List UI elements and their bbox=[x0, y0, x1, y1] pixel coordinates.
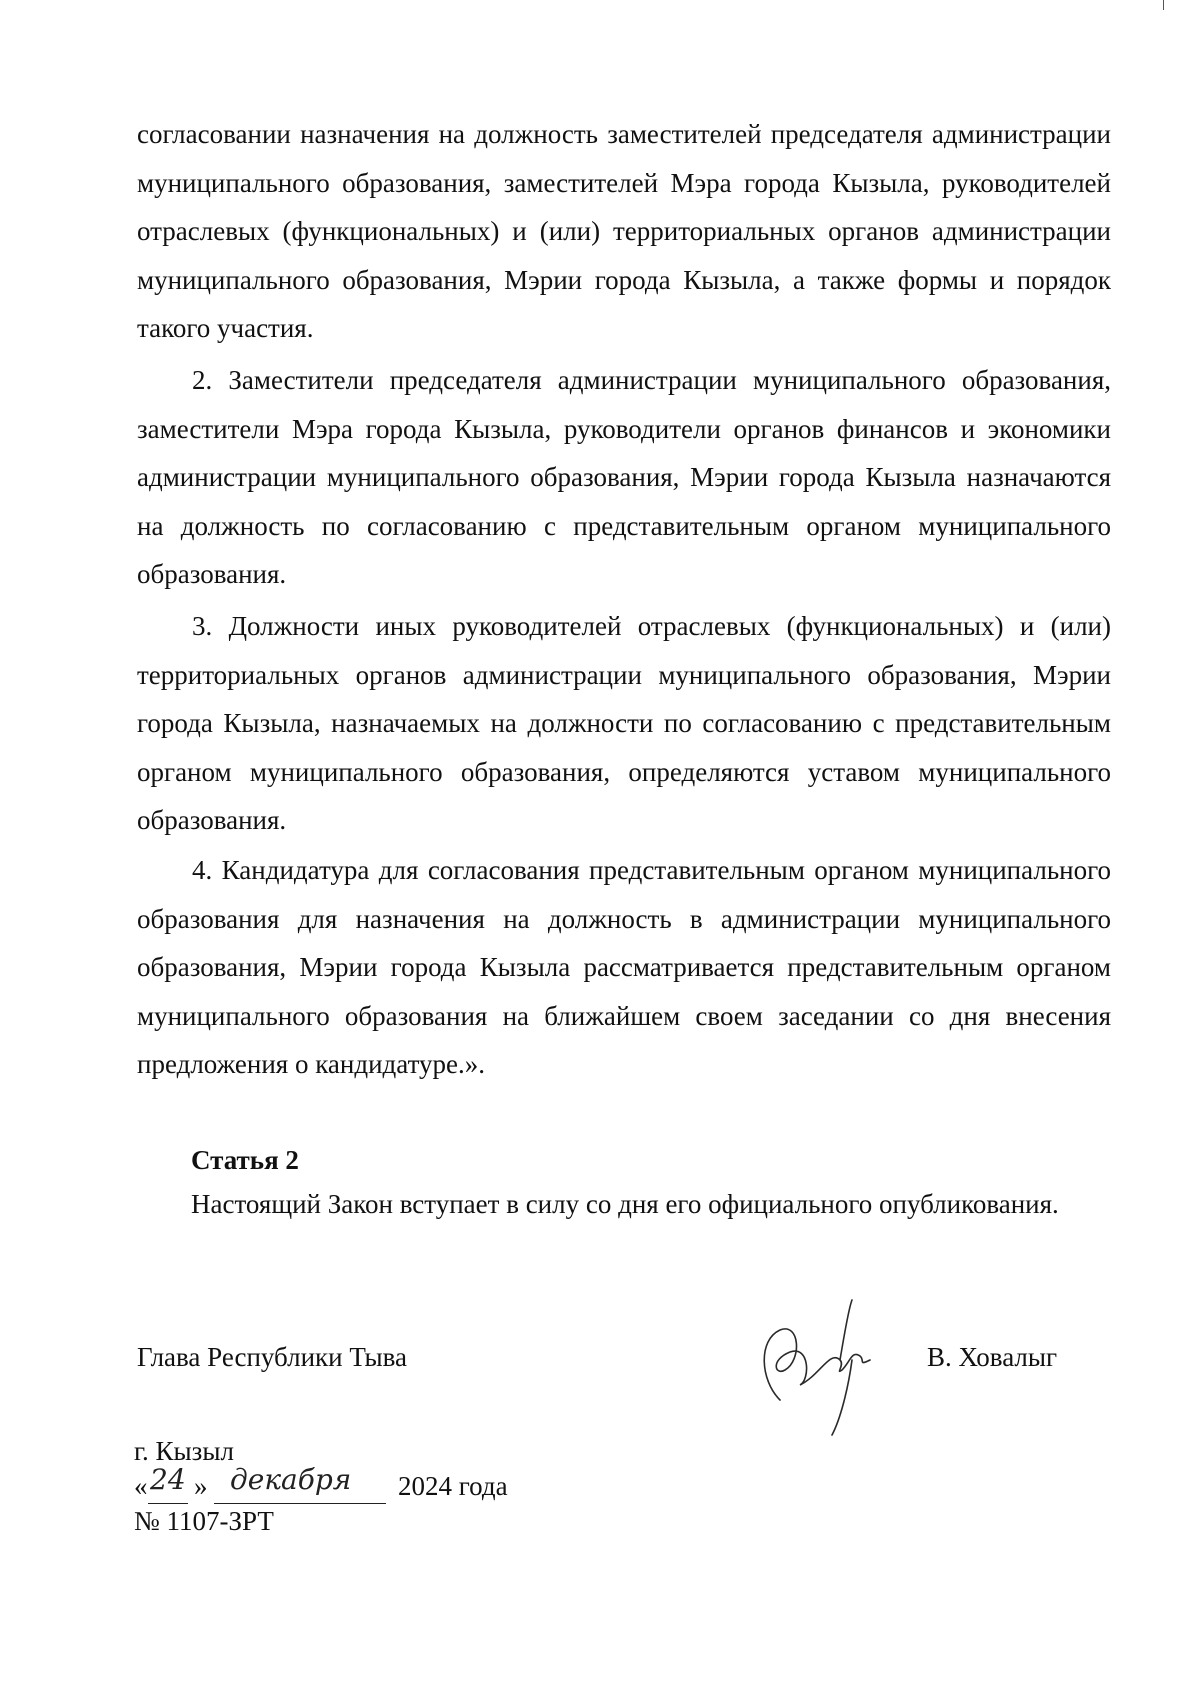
handwritten-signature bbox=[740, 1290, 890, 1440]
paragraph-3: 3. Должности иных руководителей отраслевых (функциональных) и (или) территориальных органов администрации муниципального образования, Мэрии города Кызыла, назначаемых на должности по согласованию с представительным органом муниципального образования, определяются уставом муниципального образования. bbox=[137, 611, 1111, 835]
article-title: Статья 2 bbox=[191, 1145, 299, 1175]
signer-name: В. Ховалыг bbox=[927, 1342, 1058, 1372]
date-day: 24 bbox=[150, 1463, 186, 1496]
scan-mark bbox=[1163, 0, 1164, 10]
month-underline bbox=[214, 1503, 386, 1504]
signing-place: г. Кызыл bbox=[134, 1436, 234, 1466]
paragraph-continuation: согласовании назначения на должность заместителей председателя администрации муниципального образования, заместителей Мэра города Кызыла, руководителей отраслевых (функциональных) и (или) территориальных органов администрации муниципального образования, Мэрии города Кызыла, а также формы и порядок такого участия. bbox=[137, 119, 1111, 343]
paragraph-4: 4. Кандидатура для согласования представительным органом муниципального образования для назначения на должность в администрации муниципального образования, Мэрии города Кызыла рассматривается представительным органом муниципального образования на ближайшем своем заседании со дня внесения предложения о кандидатуре.». bbox=[137, 855, 1111, 1079]
date-month: декабря bbox=[230, 1463, 352, 1496]
signer-position: Глава Республики Тыва bbox=[137, 1342, 408, 1372]
date-close-quote: » bbox=[194, 1471, 208, 1501]
signing-date bbox=[134, 1463, 554, 1506]
article-text: Настоящий Закон вступает в силу со дня его официального опубликования. bbox=[191, 1189, 1059, 1219]
date-year: 2024 года bbox=[398, 1471, 508, 1501]
date-open-quote: « bbox=[134, 1471, 148, 1501]
law-number: № 1107-ЗРТ bbox=[134, 1506, 274, 1536]
day-underline bbox=[148, 1503, 188, 1504]
paragraph-2: 2. Заместители председателя администрации муниципального образования, заместители Мэра города Кызыла, руководители органов финансов и экономики администрации муниципального образования, Мэрии города Кызыла назначаются на должность по согласованию с представительным органом муниципального образования. bbox=[137, 365, 1111, 589]
